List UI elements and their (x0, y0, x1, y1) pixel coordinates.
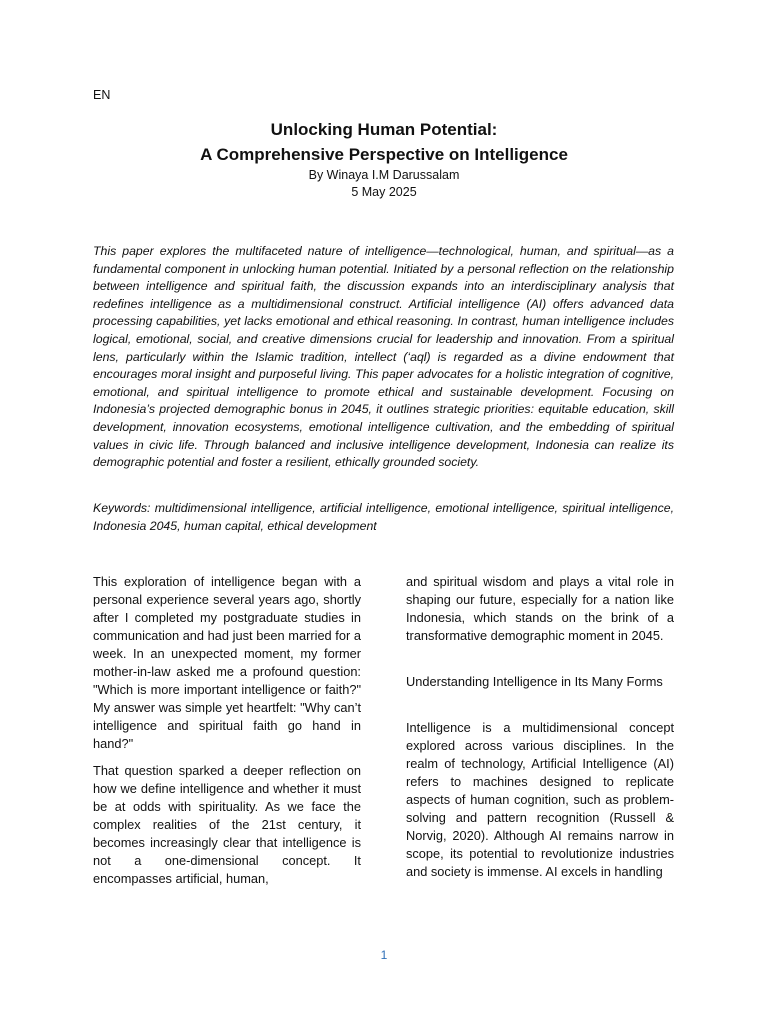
keywords: Keywords: multidimensional intelligence, artificial intelligence, emotional intelligence, spiritual intelligence, Indonesia 2045, human capital, ethical development (93, 501, 674, 533)
section-heading: Understanding Intelligence in Its Many Forms (406, 674, 663, 689)
author-byline: By Winaya I.M Darussalam (308, 168, 460, 182)
body-paragraph: and spiritual wisdom and plays a vital role in shaping our future, especially for a nation like Indonesia, which stands on the brink of a transformative demographic moment in 2045. (406, 574, 674, 643)
body-paragraph: That question sparked a deeper reflection on how we define intelligence and whether it must be at odds with spirituality. As we face the complex realities of the 21st century, it becomes increasingly clear that intelligence is not a one-dimensional concept. It encompasses artificial, human, (93, 763, 361, 886)
body-column-left (93, 573, 361, 888)
title-line-1: Unlocking Human Potential: (270, 120, 498, 139)
title-line-2: A Comprehensive Perspective on Intelligence (200, 145, 568, 164)
body-column-right (406, 573, 674, 881)
abstract: This paper explores the multifaceted nature of intelligence—technological, human, and spiritual—as a fundamental component in unlocking human potential. Initiated by a personal reflection on the relationship between intelligence and spiritual faith, the discussion expands into an interdisciplinary analysis that redefines intelligence as a multidimensional construct. Artificial intelligence (AI) offers advanced data processing capabilities, yet lacks emotional and ethical reasoning. In contrast, human intelligence includes logical, emotional, social, and creative dimensions crucial for leadership and innovation. From a spiritual lens, particularly within the Islamic tradition, intellect (‘aql) is regarded as a divine endowment that encourages moral insight and purposeful living. This paper advocates for a holistic integration of cognitive, emotional, and spiritual intelligence to promote ethical and sustainable development. Focusing on Indonesia’s projected demographic bonus in 2045, it outlines strategic priorities: equitable education, skill development, innovation ecosystems, emotional intelligence cultivation, and the embedding of spiritual values in civic life. Through balanced and inclusive intelligence development, Indonesia can realize its demographic potential and foster a resilient, ethically grounded society. (93, 244, 674, 470)
publication-date: 5 May 2025 (351, 185, 417, 199)
language-label: EN (93, 88, 111, 102)
page-number: 1 (380, 948, 388, 962)
document-header (0, 117, 768, 201)
body-paragraph: This exploration of intelligence began with a personal experience several years ago, shortly after I completed my postgraduate studies in communication and had just been married for a week. In an unexpected moment, my former mother-in-law asked me a profound question: "Which is more important intelligence or faith?" My answer was simple yet heartfelt: "Why can’t intelligence and spiritual faith go hand in hand?" (93, 574, 361, 751)
body-paragraph: Intelligence is a multidimensional concept explored across various disciplines. In the realm of technology, Artificial Intelligence (AI) refers to machines designed to replicate aspects of human cognition, such as problem-solving and pattern recognition (Russell & Norvig, 2020). Although AI remains narrow in scope, its potential to revolutionize industries and society is immense. AI excels in handling (406, 720, 674, 879)
